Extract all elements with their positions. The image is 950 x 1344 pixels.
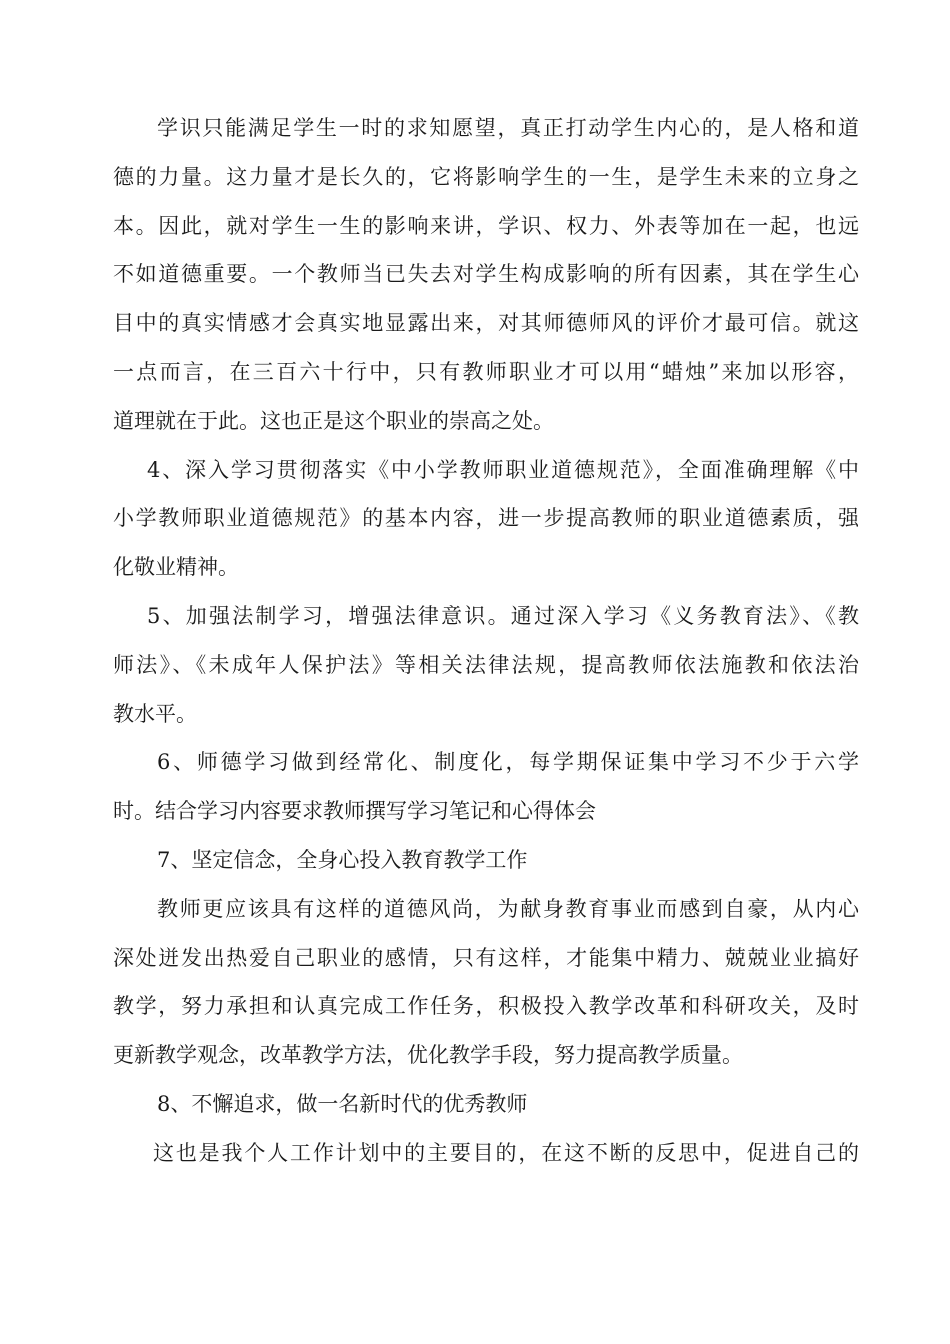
text-line: 时。结合学习内容要求教师撰写学习笔记和心得体会 bbox=[113, 799, 596, 824]
paragraph-item-7-body bbox=[113, 885, 859, 1080]
text-line: 6、师德学习做到经常化、制度化，每学期保证集中学习不少于六学 bbox=[157, 750, 859, 775]
text-line: 这也是我个人工作计划中的主要目的，在这不断的反思中，促进自己的 bbox=[153, 1140, 859, 1165]
text-line: 4、深入学习贯彻落实《中小学教师职业道德规范》，全面准确理解《中 bbox=[147, 457, 859, 482]
text-line: 师法》、《未成年人保护法》等相关法律法规，提高教师依法施教和依法治 bbox=[113, 652, 859, 677]
text-line: 更新教学观念，改革教学方法，优化教学手段，努力提高教学质量。 bbox=[113, 1043, 743, 1068]
text-line: 本。因此，就对学生一生的影响来讲，学识、权力、外表等加在一起，也远 bbox=[113, 213, 859, 238]
text-line: 化敬业精神。 bbox=[113, 555, 239, 580]
text-line: 深处迸发出热爱自己职业的感情，只有这样，才能集中精力、兢兢业业搞好 bbox=[113, 945, 859, 970]
text-line: 教水平。 bbox=[113, 701, 197, 726]
text-line: 道理就在于此。这也正是这个职业的崇高之处。 bbox=[113, 408, 554, 433]
text-line: 学识只能满足学生一时的求知愿望，真正打动学生内心的，是人格和道 bbox=[157, 116, 859, 140]
paragraph-item-4 bbox=[113, 446, 859, 592]
paragraph-item-6 bbox=[113, 738, 859, 836]
text-line: 一点而言，在三百六十行中，只有教师职业才可以用“蜡烛”来加以形容， bbox=[113, 359, 859, 384]
text-line: 8、不懈追求，做一名新时代的优秀教师 bbox=[157, 1091, 528, 1116]
text-line: 目中的真实情感才会真实地显露出来，对其师德师风的评价才最可信。就这 bbox=[113, 311, 859, 336]
heading-item-8 bbox=[113, 1080, 859, 1129]
text-line: 德的力量。这力量才是长久的，它将影响学生的一生，是学生未来的立身之 bbox=[113, 164, 859, 189]
paragraph-item-5 bbox=[113, 592, 859, 738]
text-line: 教师更应该具有这样的道德风尚，为献身教育事业而感到自豪，从内心 bbox=[157, 896, 859, 921]
text-line: 7、坚定信念，全身心投入教育教学工作 bbox=[157, 847, 528, 872]
text-line: 5、加强法制学习，增强法律意识。通过深入学习《义务教育法》、《教 bbox=[147, 603, 859, 628]
heading-item-7 bbox=[113, 836, 859, 885]
text-line: 小学教师职业道德规范》的基本内容，进一步提高教师的职业道德素质，强 bbox=[113, 506, 859, 531]
text-line: 教学，努力承担和认真完成工作任务，积极投入教学改革和科研攻关，及时 bbox=[113, 994, 859, 1019]
paragraph-character-morality bbox=[113, 104, 859, 446]
paragraph-item-8-body bbox=[113, 1129, 859, 1178]
document-body bbox=[113, 104, 859, 1178]
text-line: 不如道德重要。一个教师当已失去对学生构成影响的所有因素，其在学生心 bbox=[113, 262, 859, 287]
